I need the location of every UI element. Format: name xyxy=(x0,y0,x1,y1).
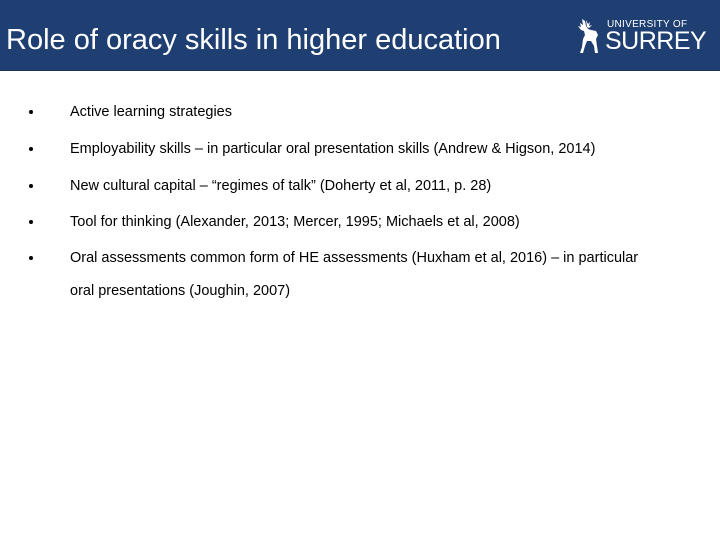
bullet-text: Oral assessments common form of HE assessments (Huxham et al, 2016) – in particular oral presentations (Joughin, 2007) xyxy=(70,250,639,299)
bullet-dot xyxy=(29,220,33,224)
bullet-text: Tool for thinking (Alexander, 2013; Mercer, 1995; Michaels et al, 2008) xyxy=(70,214,520,230)
logo-university-of-text: UNIVERSITY OF xyxy=(607,19,688,30)
stag-icon xyxy=(572,17,604,55)
bullet-text: New cultural capital – “regimes of talk” (Doherty et al, 2011, p. 28) xyxy=(70,178,492,194)
university-logo xyxy=(572,17,707,55)
bullet-dot xyxy=(29,184,33,188)
bullet-dot xyxy=(29,147,33,151)
bullet-dot xyxy=(29,256,33,260)
bullet-dot xyxy=(29,110,33,114)
logo-surrey-text: SURREY xyxy=(605,27,707,55)
slide-title: Role of oracy skills in higher education xyxy=(6,24,501,56)
title-bar xyxy=(0,0,720,71)
bullet-text: Active learning strategies xyxy=(70,104,232,120)
bullet-text: Employability skills – in particular oral presentation skills (Andrew & Higson, 2014) xyxy=(70,141,596,157)
